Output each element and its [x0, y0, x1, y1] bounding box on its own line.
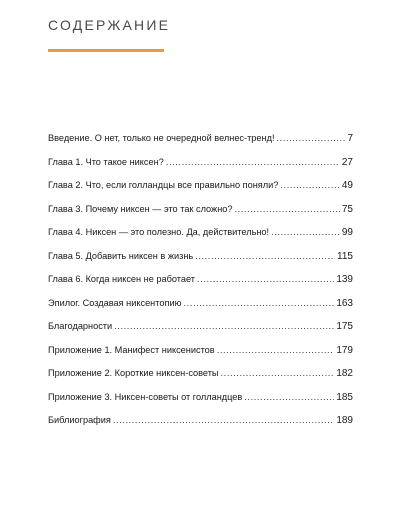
toc-entry-page: 139 — [336, 274, 353, 285]
toc-entry-appendix-2[interactable] — [48, 367, 353, 391]
toc-entry-epilogue[interactable] — [48, 297, 353, 321]
toc-entry-page: 179 — [336, 344, 353, 356]
toc-entry-introduction[interactable] — [48, 132, 353, 156]
toc-entry-chapter-4[interactable] — [48, 226, 353, 250]
dot-leader — [113, 414, 334, 426]
dot-leader — [244, 391, 334, 403]
toc-entry-chapter-1[interactable] — [48, 156, 353, 180]
toc-entry-page: 7 — [347, 133, 353, 144]
toc-entry-page: 27 — [341, 156, 353, 168]
toc-entry-page: 189 — [336, 415, 353, 426]
dot-leader — [114, 320, 334, 332]
toc-entry-bibliography[interactable] — [48, 414, 353, 438]
dot-leader — [166, 156, 340, 168]
toc-entry-chapter-2[interactable] — [48, 179, 353, 203]
toc-entry-label: Глава 3. Почему никсен — это так сложно? — [48, 203, 233, 214]
dot-leader — [197, 273, 334, 285]
toc-entry-label: Благодарности — [48, 321, 113, 331]
toc-entry-appendix-3[interactable] — [48, 391, 353, 415]
toc-entry-chapter-5[interactable] — [48, 250, 353, 274]
toc-entry-page: 49 — [341, 180, 353, 191]
dot-leader — [271, 226, 340, 238]
dot-leader — [217, 344, 335, 356]
toc-entry-label: Приложение 2. Короткие никсен-советы — [48, 368, 219, 378]
toc-entry-label: Глава 2. Что, если голландцы все правильно поняли? — [48, 180, 279, 190]
toc-entry-label: Библиография — [48, 415, 111, 425]
toc-entry-chapter-3[interactable] — [48, 203, 353, 227]
dot-leader — [280, 179, 339, 191]
title-underline — [48, 49, 164, 52]
toc-entry-appendix-1[interactable] — [48, 344, 353, 368]
dot-leader — [221, 367, 335, 379]
dot-leader — [183, 297, 334, 309]
toc-entry-label: Введение. О нет, только не очередной велнес-тренд! — [48, 133, 275, 143]
toc-entry-label: Глава 1. Что такое никсен? — [48, 156, 164, 167]
toc-entry-page: 115 — [337, 250, 353, 262]
dot-leader — [235, 203, 340, 215]
toc-title: СОДЕРЖАНИЕ — [48, 17, 171, 33]
toc-entry-label: Приложение 3. Никсен-советы от голландцев — [48, 391, 243, 402]
toc-entry-label: Приложение 1. Манифест никсенистов — [48, 344, 215, 355]
toc-entry-label: Глава 4. Никсен — это полезно. Да, действительно! — [48, 227, 270, 237]
toc-entry-page: 185 — [336, 391, 353, 403]
toc-entry-page: 175 — [336, 321, 353, 332]
toc-entry-page: 163 — [336, 297, 353, 309]
toc-entry-chapter-6[interactable] — [48, 273, 353, 297]
dot-leader — [195, 250, 335, 262]
toc-entry-acknowledgements[interactable] — [48, 320, 353, 344]
toc-entry-page: 99 — [341, 227, 353, 238]
dot-leader — [277, 132, 346, 144]
toc-entry-label: Эпилог. Создавая никсентопию — [48, 297, 182, 308]
toc-entry-page: 75 — [341, 203, 353, 215]
toc-entry-label: Глава 6. Когда никсен не работает — [48, 274, 196, 284]
toc-list — [48, 132, 353, 438]
toc-entry-page: 182 — [336, 368, 353, 379]
toc-entry-label: Глава 5. Добавить никсен в жизнь — [48, 250, 194, 261]
